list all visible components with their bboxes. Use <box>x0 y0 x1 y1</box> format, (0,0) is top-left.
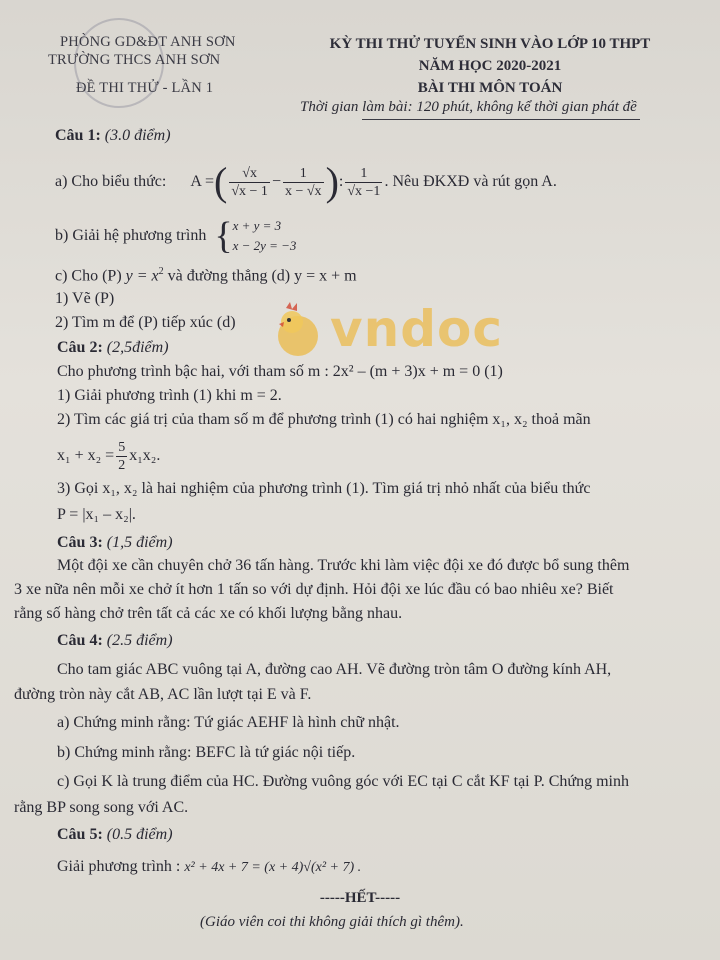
q4-heading <box>57 632 173 650</box>
q4-c1: c) Gọi K là trung điểm của HC. Đường vuông góc với EC tại C cắt KF tại P. Chứng minh <box>57 773 629 790</box>
header-left-line1: PHÒNG GD&ĐT ANH SƠN <box>60 34 236 50</box>
q4-title: Câu 4: <box>57 632 103 649</box>
q1-part-c <box>55 266 357 285</box>
q3-line3: rằng số hàng chở trên tất cả các xe có khối lượng bằng nhau. <box>14 605 403 622</box>
frac1-num: √x <box>229 165 270 183</box>
header-right-line3: BÀI THI MÔN TOÁN <box>417 80 563 96</box>
q2-title: Câu 2: <box>57 339 103 356</box>
q1-a-prefix: a) Cho biểu thức: <box>55 173 167 190</box>
frac2-num: 1 <box>283 165 324 183</box>
q1-part-a: a) Cho biểu thức: A = ( $\frac{√x}{√x - 1}$ − $\frac{1}{x - √x}$ ) : $\frac{1}{√x -1}$ . Nêu ĐKXĐ và rút gọn A. <box>55 159 557 204</box>
q5-title: Câu 5: <box>57 826 103 843</box>
system-eq1: x + y = 3 <box>232 218 282 233</box>
q1-c-exp: 2 <box>158 266 164 277</box>
q4-a: a) Chứng minh rằng: Tứ giác AEHF là hình chữ nhật. <box>57 714 400 731</box>
q2-p2-rhs: x₁x₂. <box>129 447 161 464</box>
q2-p2-lhs: x₁ + x₂ = <box>57 447 115 464</box>
q2-p3: 3) Gọi x₁, x₂ là hai nghiệm của phương trình (1). Tìm giá trị nhỏ nhất của biểu thức <box>57 480 591 497</box>
brace: { <box>214 215 233 257</box>
system-eq2: x − 2y = −3 <box>232 238 297 253</box>
frac3-den: √x −1 <box>347 183 381 199</box>
frac3-num: 1 <box>345 165 382 183</box>
q1-a-suffix: . Nêu ĐKXĐ và rút gọn A. <box>384 173 557 190</box>
chick-logo-icon <box>270 300 326 360</box>
q3-line2: 3 xe nữa nên mỗi xe chở ít hơn 1 tấn so với dự định. Hỏi đội xe lúc đầu có bao nhiêu xe? Biết <box>14 581 614 598</box>
footer-note: (Giáo viên coi thi không giải thích gì thêm). <box>200 914 464 930</box>
left-paren: ( <box>214 159 228 204</box>
q1-item2: 2) Tìm m để (P) tiếp xúc (d) <box>55 314 236 331</box>
q1-c-rest: và đường thẳng (d) y = x + m <box>167 267 357 285</box>
end-marker: -----HẾT----- <box>319 890 401 906</box>
q1-c-expr: y = x <box>125 267 159 285</box>
header-left-line2: TRƯỜNG THCS ANH SƠN <box>48 52 221 68</box>
q5-expr: x² + 4x + 7 = (x + 4)√(x² + 7) . <box>184 860 362 875</box>
q2-p2-condition <box>57 436 160 476</box>
q2-frac-den: 2 <box>118 457 126 473</box>
time-note: Thời gian làm bài: 120 phút, không kể thời gian phát đề <box>300 99 637 115</box>
q3-title: Câu 3: <box>57 534 103 551</box>
q4-line2: đường tròn này cắt AB, AC lần lượt tại E và F. <box>14 686 312 703</box>
q2-p1: 1) Giải phương trình (1) khi m = 2. <box>57 387 282 404</box>
q2-p2: 2) Tìm các giá trị của tham số m để phương trình (1) có hai nghiệm x₁, x₂ thoả mãn <box>57 411 591 428</box>
equation-system <box>233 216 297 256</box>
divide-sign: : <box>338 173 344 190</box>
fraction-2 <box>283 165 324 200</box>
q1-a-A: A = <box>190 173 215 190</box>
frac2-den: x − √x <box>284 183 322 199</box>
q4-points: (2.5 điểm) <box>106 632 173 649</box>
time-underline <box>362 119 640 120</box>
q2-fraction <box>116 439 127 474</box>
q1-heading <box>55 127 171 145</box>
q5-equation <box>57 858 361 876</box>
q5-heading <box>57 826 173 844</box>
q4-line1: Cho tam giác ABC vuông tại A, đường cao AH. Vẽ đường tròn tâm O đường kính AH, <box>57 661 612 678</box>
q3-heading <box>57 534 173 552</box>
fraction-3 <box>345 165 382 200</box>
right-paren: ) <box>325 159 339 204</box>
q2-intro: Cho phương trình bậc hai, với tham số m : 2x² – (m + 3)x + m = 0 (1) <box>57 363 503 380</box>
q4-c2: rằng BP song song với AC. <box>14 799 189 816</box>
q2-points: (2,5điểm) <box>106 339 169 356</box>
q1-part-b <box>55 214 296 258</box>
q1-title: Câu 1: <box>55 127 101 144</box>
q3-points: (1,5 điểm) <box>106 534 173 551</box>
header-right-line2: NĂM HỌC 2020-2021 <box>418 58 562 74</box>
header-left-line3: ĐỀ THI THỬ - LẦN 1 <box>76 80 214 96</box>
q2-p3-expr: P = |x₁ – x₂|. <box>57 506 136 523</box>
q4-b: b) Chứng minh rằng: BEFC là tứ giác nội tiếp. <box>57 744 356 761</box>
q1-item1: 1) Vẽ (P) <box>55 290 115 307</box>
q3-line1: Một đội xe cần chuyên chở 36 tấn hàng. Trước khi làm việc đội xe đó được bổ sung thêm <box>57 557 630 574</box>
q1-c-text: c) Cho (P) <box>55 267 122 285</box>
frac1-den: √x − 1 <box>231 183 268 199</box>
fraction-1 <box>229 165 270 200</box>
q1-b-prefix: b) Giải hệ phương trình <box>55 227 207 244</box>
q2-heading <box>57 339 169 357</box>
vndoc-watermark: vndoc <box>330 300 503 358</box>
q5-prefix: Giải phương trình : <box>57 858 181 875</box>
header-right-line1: KỲ THI THỬ TUYỂN SINH VÀO LỚP 10 THPT <box>329 36 651 52</box>
q1-points: (3.0 điểm) <box>104 127 171 144</box>
q5-points: (0.5 điểm) <box>106 826 173 843</box>
q2-frac-num: 5 <box>118 439 126 455</box>
